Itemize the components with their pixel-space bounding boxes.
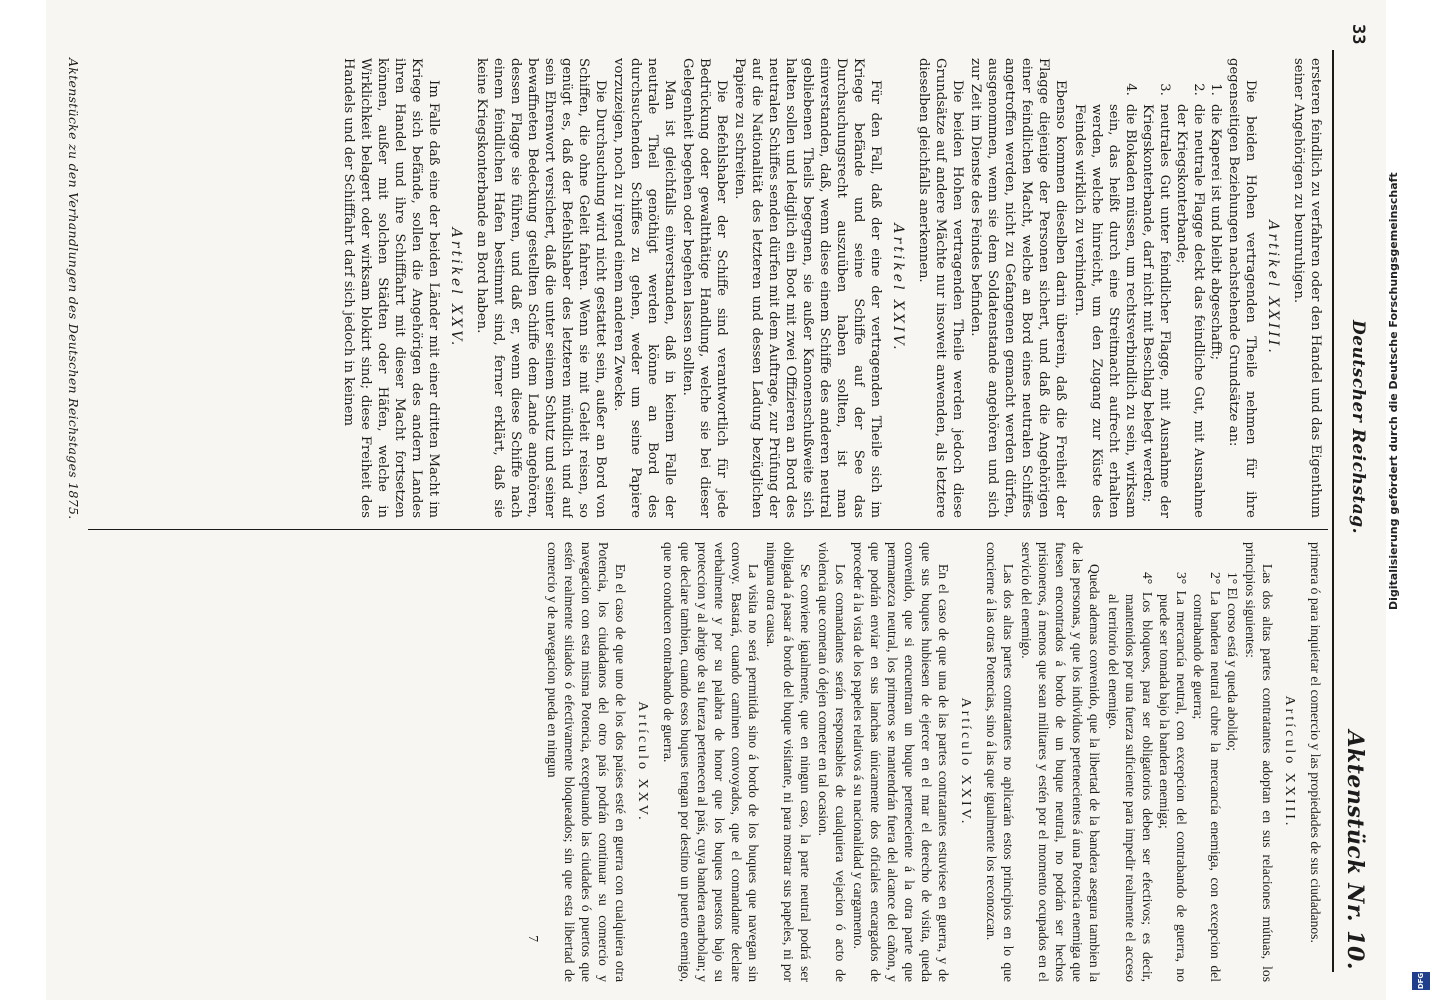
german-article-24-title: Artikel XXIV. [890, 223, 906, 353]
german-article-24-para-2: Die Befehlshaber der Schiffe sind verantwortlich für jede Bedrückung oder gewaltthätige Handlung, welche sie bei dieser Gelegenheit begehen oder begehen lassen sollten. [680, 58, 729, 518]
german-article-23-title: Artikel XXIII. [1265, 220, 1281, 356]
spanish-article-24-para-4: La visita no será permitida sino á bordo de los buques que navegan sin convoy. Bastará, cuando caminen convoyados, que el comandante declare verbalmente y por su palabra de honor que los buques puestos bajo su proteccion y al abrigo de su fuerza pertenecen al país, cuya bandera enarbolan; y que declare tambien, cuando esos buques tengan por destino un puerto enemigo, que no conducen contrabando de guerra. [661, 542, 761, 982]
german-article-23-list [1071, 58, 1224, 518]
spanish-article-23-para-3: Las dos altas partes contratantes no aplicarán estos principios en lo que concierne á las otras Potencias, sino á las que igualmente los reconozcan. [984, 542, 1016, 982]
spanish-article-24-para-2: Los comandantes serán responsables de cualquiera vejacion ó acto de violencia que cometan ó dejen cometer en tal ocasion. [816, 542, 848, 982]
spanish-article-23-item: 3° La mercancía neutral, con excepcion del contrabando de guerra, no puede ser tomada bajo la bandera enemiga; [1157, 572, 1189, 982]
header-title-right-text: Aktenstück Nr. 10. [1342, 730, 1368, 970]
header-title-right [1342, 730, 1368, 970]
spanish-article-23-item: 1° El corso está y queda abolido; [1225, 572, 1240, 752]
german-article-23-para-2: Ebenso kommen dieselben darin überein, daß die Freiheit der Flagge diejenige der Personen sichert, und daß die Angehörigen einer feindlichen Macht, welche an Bord eines neutralen Schiffes angetroffen werden, nicht zu Gefangenen gemacht werden dürfen, ausgenommen, wenn sie dem Soldatenstande angehören und sich zur Zeit im Dienste des Feindes befinden. [968, 58, 1068, 518]
spanish-article-23-para-2: Queda ademas convenido, que la libertad de la bandera asegura tambien la de las personas, y que los individuos pertenecientes á una Potencia enemiga que fuesen encontrados á bordo de un buque neutral, no podrán ser hechos prisioneros, á menos que sean militares y estén por el momento ocupados en el servicio del enemigo. [1019, 542, 1102, 982]
spanish-article-24-title: Artículo XXIV. [958, 697, 973, 827]
german-article-23-para-1: Die beiden Hohen vertragenden Theile nehmen für ihre gegenseitigen Beziehungen nachstehende Grundsätze an: [1226, 58, 1258, 518]
header-title-left: Deutscher Reichstag. [1348, 320, 1368, 535]
spanish-article-25-para-1: En el caso de que uno de los dos países esté en guerra con cualquiera otra Potencia, los ciudadanos del otro país podrán continuar su comercio y navegacion con esta misma Potencia, exceptuando las ciudades ó puertos que estén realmente sitiados ó efectivamente bloqueados; sin que esta libertad de comercio y de navegacion pueda en ningun [545, 542, 628, 982]
german-article-23-item: 2. die neutrale Flagge deckt das feindliche Gut, mit Ausnahme der Kriegskonterbande; [1173, 100, 1207, 518]
german-article-23-item: 3. neutrales Gut unter feindlicher Flagge, mit Ausnahme der Kriegskonterbande, darf nicht mit Beschlag belegt werden; [1139, 100, 1173, 518]
spanish-article-23-list [1105, 542, 1241, 982]
page-number: 33 [1348, 24, 1368, 45]
page-footer: Aktenstücke zu den Verhandlungen des Deutschen Reichstages 1875. [66, 58, 81, 520]
german-article-24-para-4: Die Durchsuchung wird nicht gestattet sein, außer an Bord von Schiffen, die ohne Geleit fahren. Wenn sie mit Geleit reisen, so genügt es, daß der Befehlshaber des letzteren mündlich und auf sein Ehrenwort versichert, daß die unter seinem Schutz und seiner bewaffneten Bedeckung gestellten Schiffe dem Lande angehören, dessen Flagge sie führen, und daß er, wenn diese Schiffe nach einem feindlichen Hafen bestimmt sind, ferner erklärt, daß sie keine Kriegskonterbande an Bord haben. [474, 58, 608, 518]
dfg-logo-icon: DFG [1412, 972, 1430, 990]
german-article-24-para-1: Für den Fall, daß der eine der vertragenden Theile sich im Kriege befände und seine Schiffe auf der See das Durchsuchungsrecht auszuüben haben sollten, ist man einverstanden, daß, wenn diese einem Schiffe des anderen neutral gebliebenen Theils begegnen, sie außer Kanonenschußweite sich halten sollen und lediglich ein Boot mit zwei Offizieren an Bord des neutralen Schiffes senden dürfen mit dem Auftrage, zur Prüfung der auf die Nationalität des letzteren und dessen Ladung bezüglichen Papiere zu schreiten. [732, 58, 883, 518]
german-article-23-para-3: Die beiden Hohen vertragenden Theile werden jedoch diese Grundsätze auf andere Mächte nur insoweit anwenden, als letztere dieselben gleichfalls anerkennen. [916, 58, 965, 518]
spanish-article-23-item: 4° Los bloqueos, para ser obligatorios deben ser efectivos; es decir, mantenidos por una fuerza suficiente para impedir realmente el acceso al territorio del enemigo. [1106, 572, 1155, 982]
spanish-article-23-para-1: Las dos altas partes contratantes adoptan en sus relaciones mútuas, los principios siguientes: [1243, 542, 1275, 982]
header-rule [1332, 50, 1334, 972]
german-article-24-para-3: Man ist gleichfalls einverstanden, daß in keinem Falle der neutrale Theil genöthigt werden könne an Bord des durchsuchenden Schiffes zu gehen, weder um seine Papiere vorzuzeigen, noch zu irgend einem anderen Zwecke. [611, 58, 677, 518]
german-article-25-para-1: Im Falle daß eine der beiden Länder mit einer dritten Macht im Kriege sich befände, sollen die Angehörigen des andern Landes ihren Handel und ihre Schifffahrt mit dieser Macht fortsetzen können, außer mit solchen Städten oder Häfen, welche in Wirklichkeit belagert oder wirksam blokirt sind; diese Freiheit des Handels und der Schifffahrt darf sich jedoch in keinem [341, 58, 441, 518]
digitization-stamp: Digitalisierung gefördert durch die Deutsche Forschungsgemeinschaft [1387, 172, 1400, 610]
spanish-article-24-para-1: En el caso de que una de las partes contratantes estuviese en guerra, y de que sus buques hubiesen de ejercer en el mar el derecho de visita, queda convenido, que si encuentran un buque perteneciente á la otra parte que permanezca neutral, los primeros se mantendrán fuera del alcance del cañon, y que podrán enviar en sus lanchas únicamente dos oficiales encargados de proceder á la vista de los papeles relativos á su nacionalidad y cargamento. [851, 542, 951, 982]
spanish-article-24-para-3: Se conviene igualmente, que en ningun caso, la parte neutral podrá ser obligada á pasar á bordo del buque visitante, ni para mostrar sus papeles, ni por ninguna otra causa. [764, 542, 813, 982]
spanish-article-23-item: 2° La bandera neutral cubre la mercancía enemiga, con excepcion del contrabando de guerra; [1191, 572, 1223, 982]
german-article-25-title: Artikel XXV. [448, 227, 464, 349]
german-article-23-item: 1. die Kaperei ist und bleibt abgeschafft; [1207, 100, 1224, 518]
german-article-23-item: 4. die Blokaden müssen, um rechtsverbindlich zu sein, wirksam sein, das heißt durch eine Streitmacht aufrecht erhalten werden, welche hinreicht, um den Zugang zur Küste des Feindes wirklich zu verhindern. [1071, 100, 1139, 518]
document-page [46, 0, 1386, 1000]
spanish-column [86, 542, 1324, 982]
spanish-article-23-title: Artículo XXIII. [1282, 695, 1297, 829]
spanish-article-25-title: Artículo XXV. [635, 701, 650, 823]
german-intro: ersteren feindlich zu verfahren oder den Handel und das Eigenthum seiner Angehörigen zu beunruhigen. [1291, 58, 1323, 518]
column-divider [88, 529, 1328, 530]
spanish-intro: primera ó para inquietar el comercio y las propiedades de sus ciudadanos. [1308, 542, 1323, 943]
signature-mark: 7 [526, 935, 541, 942]
german-column [86, 58, 1324, 518]
